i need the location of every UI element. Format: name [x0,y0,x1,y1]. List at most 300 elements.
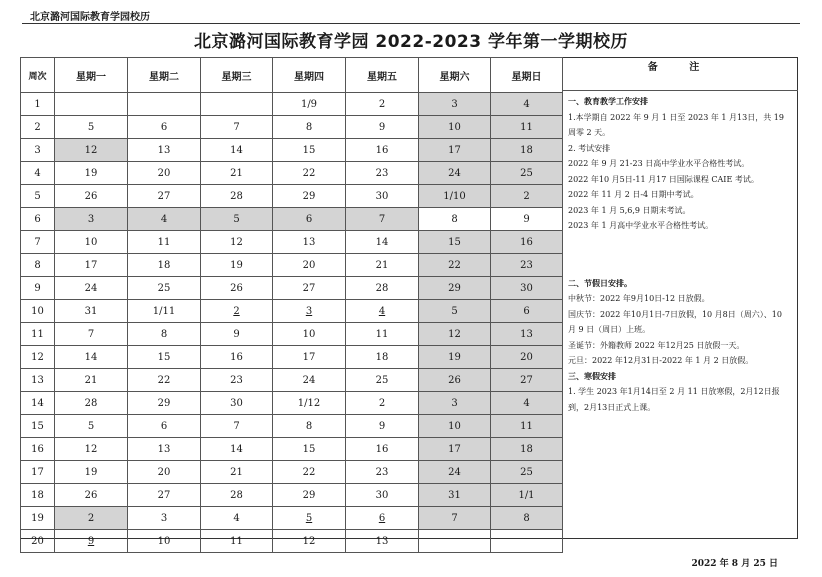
notes-section-teaching-title: 一、教育教学工作安排 [568,96,648,106]
day-label: 18 [375,351,389,363]
day-cell-tue [128,507,201,530]
day-cell-thu [273,254,346,277]
day-cell-sun [491,231,563,254]
day-cell-sun [491,277,563,300]
week-number-cell: 1 [21,93,55,116]
page-title: 北京潞河国际教育学园 2022-2023 学年第一学期校历 [193,32,629,52]
day-cell-fri [346,277,419,300]
day-label: 25 [520,466,533,478]
day-cell-sat [419,507,491,530]
day-cell-thu [273,139,346,162]
day-cell-sun [491,415,563,438]
calendar-header-row [21,58,563,93]
day-cell-sun [491,530,563,553]
day-label: 27 [157,489,171,501]
week-number-cell: 13 [21,369,55,392]
day-label: 29 [302,190,316,202]
day-cell-sat [419,323,491,346]
day-cell-fri [346,507,419,530]
day-label: 3 [87,213,95,225]
day-label: 23 [375,466,389,478]
day-cell-mon [55,392,128,415]
day-cell-fri [346,461,419,484]
day-cell-sun [491,93,563,116]
day-cell-fri [346,346,419,369]
day-label: 7 [233,121,240,133]
day-cell-wed [201,346,273,369]
day-cell-thu [273,415,346,438]
day-label: 25 [520,167,533,179]
day-label: 6 [378,512,386,524]
day-cell-tue [128,369,201,392]
day-cell-sun [491,323,563,346]
day-cell-mon [55,323,128,346]
day-cell-sun [491,392,563,415]
day-label: 1/11 [152,305,176,317]
day-label: 7 [451,512,458,524]
notes-spacer [568,234,792,276]
day-label: 27 [157,190,171,202]
day-label: 7 [233,420,240,432]
day-cell-wed [201,116,273,139]
day-label: 30 [375,190,389,202]
day-cell-sun [491,461,563,484]
day-label: 4 [233,512,240,524]
table-row [21,185,563,208]
day-label: 26 [84,190,98,202]
day-cell-sat [419,185,491,208]
day-label: 15 [157,351,171,363]
day-label: 23 [230,374,243,386]
day-cell-sun [491,484,563,507]
day-cell-sun [491,139,563,162]
day-label: 16 [520,236,533,248]
day-cell-sun [491,438,563,461]
day-label: 6 [160,420,168,432]
day-label: 29 [302,489,316,501]
day-cell-tue [128,277,201,300]
day-label: 8 [305,121,313,133]
day-cell-mon [55,438,128,461]
day-cell-wed [201,392,273,415]
week-number-cell: 20 [21,530,55,553]
day-label: 30 [375,489,389,501]
school-header-label: 北京潞河国际教育学园校历 [30,12,150,23]
day-cell-mon [55,461,128,484]
week-number-cell: 12 [21,346,55,369]
week-number-cell: 9 [21,277,55,300]
day-cell-fri [346,415,419,438]
day-cell-sun [491,185,563,208]
day-label: 1/9 [300,98,318,110]
column-header-wed: 星期三 [201,58,273,93]
day-label: 16 [375,443,389,455]
day-label: 9 [233,328,240,340]
day-cell-fri [346,484,419,507]
day-cell-fri [346,93,419,116]
day-cell-fri [346,254,419,277]
day-cell-fri [346,139,419,162]
day-cell-mon [55,484,128,507]
day-cell-tue [128,438,201,461]
day-cell-fri [346,369,419,392]
day-cell-sat [419,162,491,185]
week-number-cell: 4 [21,162,55,185]
day-label: 12 [230,236,243,248]
day-label: 2 [378,397,386,409]
day-cell-wed [201,185,273,208]
day-cell-sat [419,277,491,300]
day-cell-wed [201,484,273,507]
day-label: 29 [157,397,171,409]
day-label: 23 [375,167,389,179]
day-label: 28 [375,282,389,294]
day-cell-wed [201,139,273,162]
notes-holiday-item: 元旦：2022 年12月31日-2022 年 1 月 2 日放假。 [568,356,754,365]
day-label: 4 [523,98,530,110]
table-row [21,484,563,507]
day-cell-sat [419,392,491,415]
day-cell-tue [128,346,201,369]
column-header-fri: 星期五 [346,58,419,93]
day-cell-wed [201,231,273,254]
column-header-thu: 星期四 [273,58,346,93]
day-cell-mon [55,277,128,300]
day-cell-wed [201,507,273,530]
day-cell-tue [128,162,201,185]
day-label: 20 [302,259,316,271]
notes-exam-item: 2022 年 11 月 2 日-4 日期中考试。 [568,190,699,199]
day-label: 8 [451,213,458,225]
day-label: 25 [375,374,389,386]
day-cell-mon [55,300,128,323]
day-label: 9 [523,213,530,225]
day-cell-tue [128,116,201,139]
day-label: 3 [305,305,313,317]
table-row [21,415,563,438]
day-cell-fri [346,392,419,415]
day-cell-tue [128,300,201,323]
day-cell-sun [491,507,563,530]
day-label: 10 [448,121,461,133]
day-label: 13 [375,535,389,547]
day-cell-sat [419,484,491,507]
day-cell-tue [128,254,201,277]
week-number-cell: 17 [21,461,55,484]
notes-holiday-item: 圣诞节：外籍教师 2022 年12月25 日放假一天。 [568,340,745,350]
day-cell-thu [273,300,346,323]
day-label: 26 [84,489,98,501]
day-cell-sat [419,438,491,461]
week-number-cell: 3 [21,139,55,162]
day-label: 6 [160,121,168,133]
day-label: 20 [520,351,533,363]
day-label: 27 [302,282,316,294]
day-label: 13 [157,443,171,455]
day-cell-fri [346,530,419,553]
day-cell-mon [55,369,128,392]
table-row [21,530,563,553]
day-cell-sun [491,208,563,231]
day-cell-mon [55,254,128,277]
day-cell-sat [419,300,491,323]
column-header-sun: 星期日 [491,58,563,93]
day-cell-sat [419,346,491,369]
day-cell-tue [128,461,201,484]
day-cell-sat [419,139,491,162]
day-cell-mon [55,231,128,254]
calendar-table [20,57,563,553]
day-label: 4 [160,213,168,225]
day-label: 9 [378,420,386,432]
day-cell-sat [419,93,491,116]
table-row [21,369,563,392]
week-number-cell: 7 [21,231,55,254]
day-cell-fri [346,162,419,185]
day-label: 11 [520,420,533,432]
table-row [21,392,563,415]
table-row [21,93,563,116]
day-cell-sat [419,369,491,392]
day-label: 11 [230,535,243,547]
day-label: 25 [157,282,171,294]
day-label: 14 [230,144,243,156]
day-cell-mon [55,116,128,139]
day-cell-mon [55,346,128,369]
table-row [21,438,563,461]
day-cell-sat [419,116,491,139]
day-cell-thu [273,346,346,369]
day-label: 1/1 [518,489,535,501]
column-header-week: 周次 [21,58,55,93]
day-label: 5 [87,420,95,432]
day-label: 17 [448,144,461,156]
notes-winter-item: 1. 学生 2023 年1月14日至 2 月 11 日放寒假，2月12日报到，2月13日正式上课。 [568,387,780,412]
day-label: 11 [157,236,171,248]
column-header-mon: 星期一 [55,58,128,93]
day-cell-sun [491,369,563,392]
day-label: 24 [302,374,316,386]
day-cell-mon [55,162,128,185]
day-cell-sat [419,461,491,484]
day-cell-thu [273,323,346,346]
day-label: 12 [84,144,98,156]
day-label: 1/12 [297,397,321,409]
day-cell-wed [201,254,273,277]
calendar-body [21,93,563,553]
day-label: 4 [378,305,386,317]
day-cell-wed [201,369,273,392]
day-cell-fri [346,323,419,346]
day-label: 23 [520,259,533,271]
day-label: 5 [451,305,458,317]
table-row [21,346,563,369]
day-label: 13 [302,236,316,248]
day-label: 4 [523,397,530,409]
notes-exam-item: 2023 年 1 月 5,6,9 日期末考试。 [568,205,691,215]
notes-term-dates: 1.本学期自 2022 年 9 月 1 日至 2023 年 1 月13日，共 19 周零 2 天。 [568,112,784,137]
day-cell-thu [273,162,346,185]
day-cell-mon [55,415,128,438]
day-label: 15 [302,443,316,455]
day-cell-fri [346,185,419,208]
day-label: 26 [230,282,243,294]
day-cell-sat [419,254,491,277]
day-label: 14 [84,351,98,363]
week-number-cell: 8 [21,254,55,277]
table-row [21,507,563,530]
day-cell-fri [346,438,419,461]
day-cell-wed [201,300,273,323]
day-cell-tue [128,231,201,254]
day-cell-tue [128,208,201,231]
table-row [21,116,563,139]
day-label: 26 [448,374,461,386]
table-row [21,208,563,231]
day-label: 14 [375,236,389,248]
day-cell-sat [419,208,491,231]
day-label: 31 [448,489,461,501]
day-cell-tue [128,392,201,415]
day-cell-thu [273,438,346,461]
day-label: 10 [157,535,171,547]
day-label: 2 [87,512,95,524]
day-label: 7 [87,328,95,340]
day-cell-thu [273,93,346,116]
day-label: 28 [230,489,243,501]
day-label: 22 [302,466,316,478]
day-label: 20 [157,466,171,478]
day-cell-wed [201,323,273,346]
day-cell-wed [201,162,273,185]
week-number-cell: 18 [21,484,55,507]
day-cell-wed [201,415,273,438]
day-label: 9 [87,535,95,547]
day-label: 1/10 [443,190,466,202]
table-row [21,277,563,300]
notes-body [563,91,798,415]
day-label: 12 [448,328,461,340]
notes-exam-item: 2022 年 9 月 21-23 日高中学业水平合格性考试。 [568,159,750,168]
day-label: 19 [84,466,98,478]
day-cell-sat [419,231,491,254]
day-label: 24 [84,282,98,294]
day-cell-wed [201,208,273,231]
day-label: 15 [302,144,316,156]
day-cell-wed [201,438,273,461]
day-label: 19 [448,351,461,363]
day-label: 22 [157,374,171,386]
week-number-cell: 16 [21,438,55,461]
day-label: 24 [448,466,461,478]
day-label: 24 [448,167,461,179]
day-cell-sun [491,254,563,277]
day-label: 20 [157,167,171,179]
day-cell-wed [201,277,273,300]
day-label: 6 [523,305,530,317]
day-label: 8 [523,512,530,524]
day-cell-thu [273,116,346,139]
day-label: 30 [520,282,533,294]
day-cell-tue [128,415,201,438]
day-label: 3 [451,98,458,110]
day-cell-sun [491,116,563,139]
day-label: 29 [448,282,461,294]
day-label: 3 [160,512,168,524]
day-cell-fri [346,300,419,323]
day-cell-wed [201,93,273,116]
day-label: 5 [87,121,95,133]
day-cell-thu [273,507,346,530]
day-cell-thu [273,208,346,231]
day-label: 18 [520,144,533,156]
day-label: 21 [230,167,243,179]
day-cell-thu [273,277,346,300]
day-label: 18 [157,259,171,271]
notes-panel [562,57,798,539]
day-label: 10 [448,420,461,432]
day-cell-thu [273,392,346,415]
day-label: 11 [375,328,389,340]
notes-holiday-item: 中秋节：2022 年9月10日-12 日放假。 [568,294,710,303]
day-label: 18 [520,443,533,455]
week-number-cell: 5 [21,185,55,208]
day-cell-mon [55,139,128,162]
day-label: 8 [305,420,313,432]
week-number-cell: 10 [21,300,55,323]
day-label: 14 [230,443,243,455]
header-divider [22,23,800,24]
table-row [21,254,563,277]
day-cell-tue [128,530,201,553]
day-label: 13 [520,328,533,340]
day-cell-mon [55,530,128,553]
day-label: 30 [230,397,243,409]
day-cell-tue [128,484,201,507]
day-cell-tue [128,323,201,346]
table-row [21,300,563,323]
day-label: 2 [523,190,530,202]
day-label: 21 [230,466,243,478]
day-label: 3 [451,397,458,409]
day-cell-mon [55,507,128,530]
day-label: 6 [305,213,313,225]
day-label: 5 [305,512,313,524]
notes-holiday-item: 国庆节：2022 年10月1日-7日放假，10 月8日（周六）、10 月 9 日（周日）上班。 [568,309,782,334]
day-cell-mon [55,93,128,116]
day-label: 17 [302,351,316,363]
table-row [21,461,563,484]
day-label: 28 [84,397,98,409]
day-label: 17 [448,443,461,455]
day-label: 22 [448,259,461,271]
day-label: 19 [230,259,243,271]
notes-exam-item: 2022 年10 月5日-11 月17 日国际课程 CAIE 考试。 [568,174,759,184]
day-cell-thu [273,185,346,208]
day-cell-tue [128,185,201,208]
day-cell-tue [128,139,201,162]
day-cell-thu [273,484,346,507]
notes-exam-item: 2023 年 1 月高中学业水平合格性考试。 [568,221,714,230]
day-label: 5 [233,213,240,225]
day-label: 2 [378,98,386,110]
day-label: 9 [378,121,386,133]
day-label: 8 [160,328,168,340]
notes-section-winter-title: 三、寒假安排 [568,370,616,381]
day-cell-thu [273,369,346,392]
table-row [21,231,563,254]
day-label: 12 [302,535,316,547]
